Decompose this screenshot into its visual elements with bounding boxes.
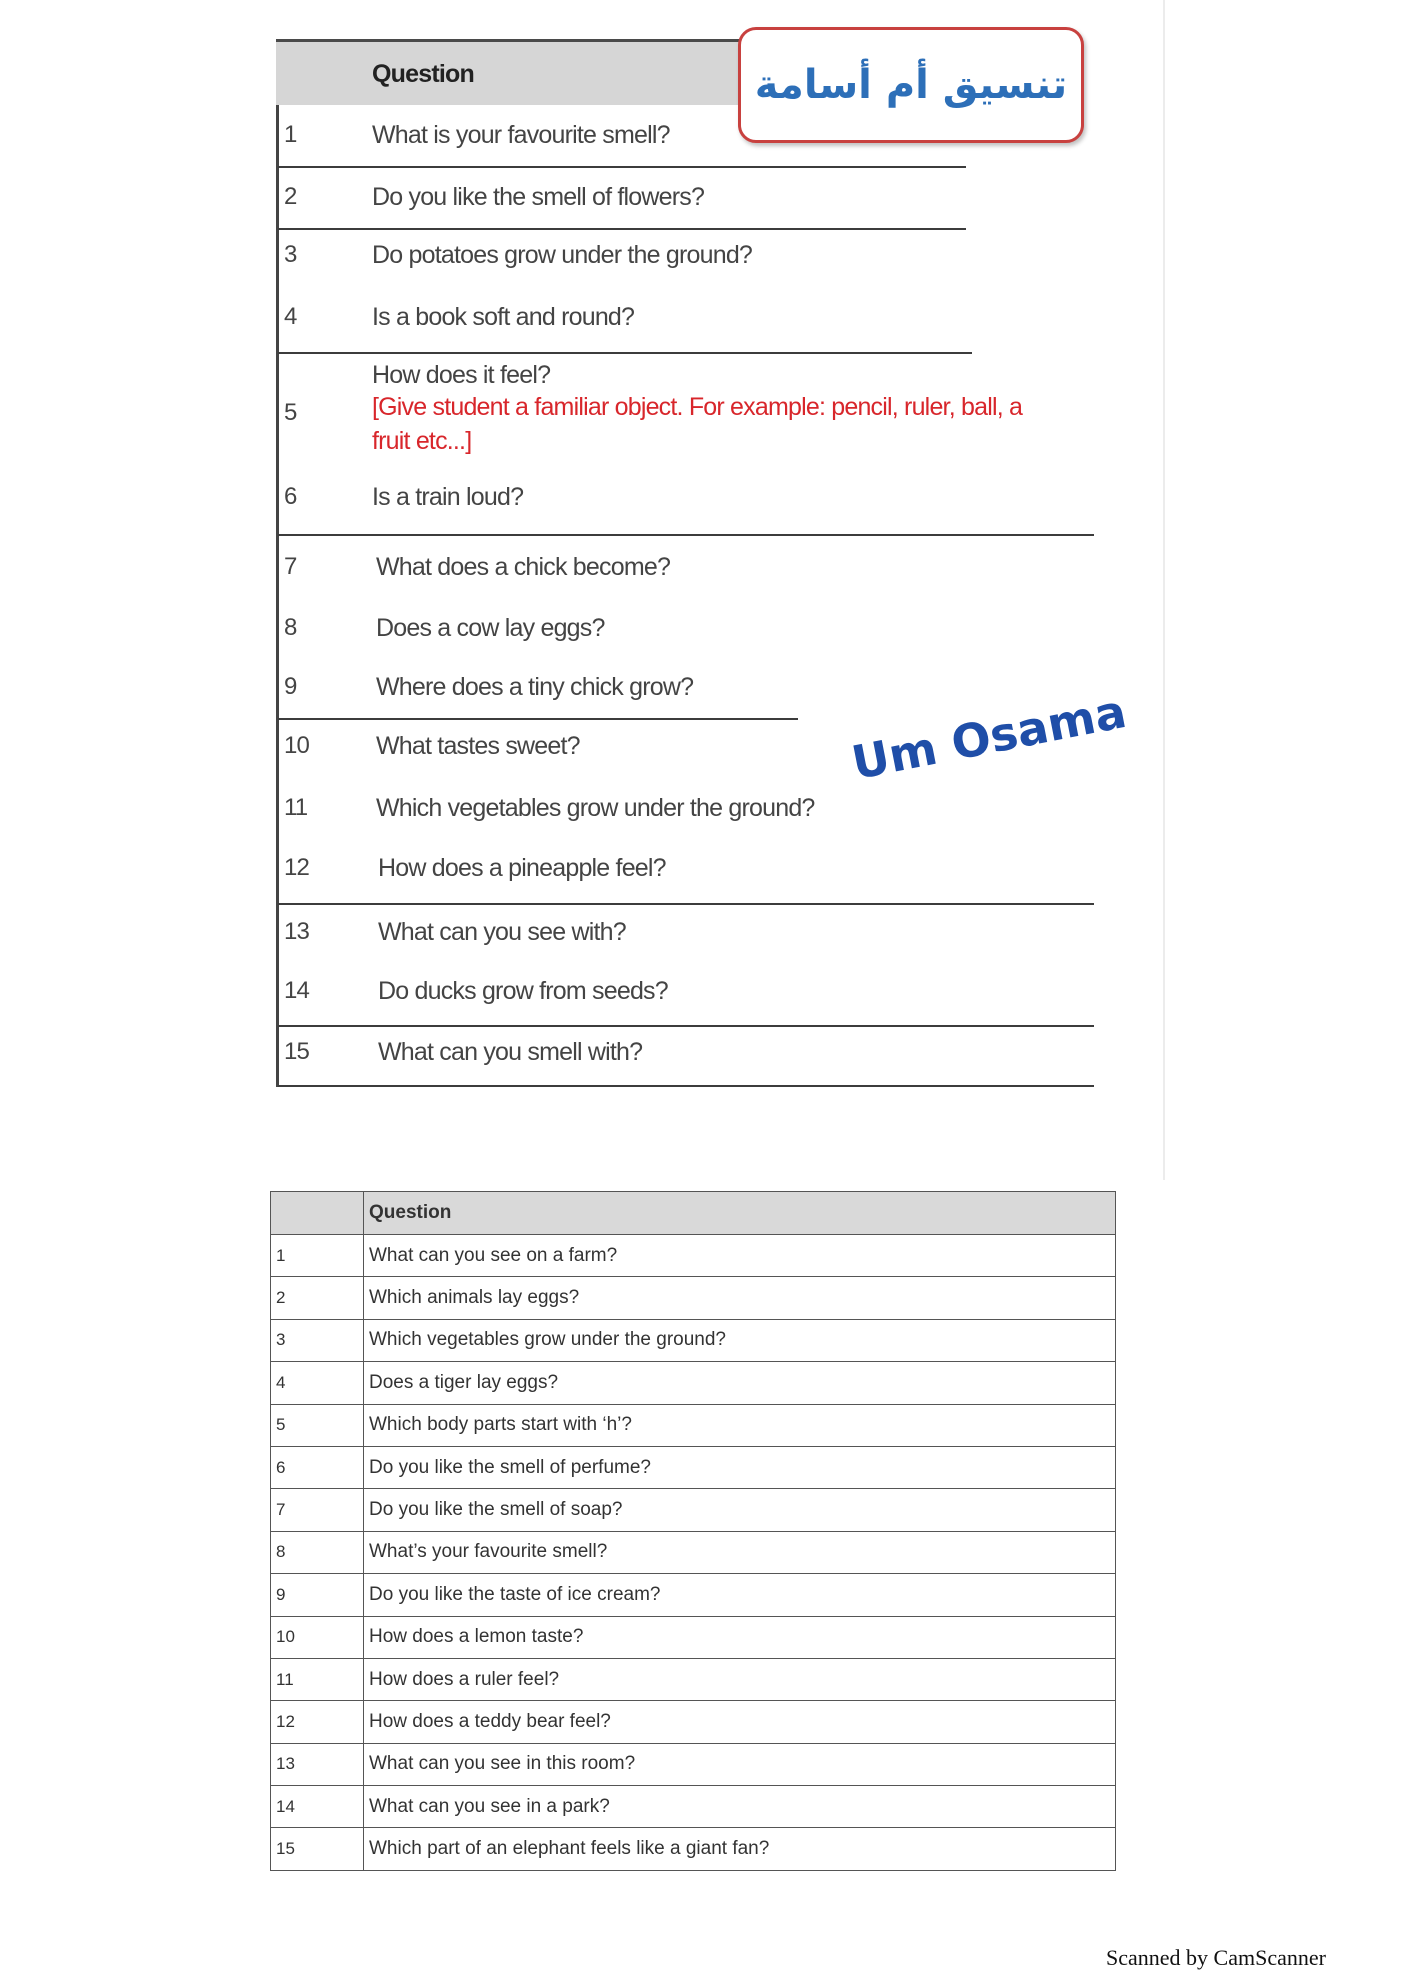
table-row	[271, 1574, 1116, 1616]
question-text: Do you like the smell of perfume?	[364, 1446, 1116, 1488]
table1-header	[276, 39, 746, 105]
row-number: 14	[284, 977, 310, 1004]
row-number: 6	[284, 483, 297, 510]
row-number: 15	[271, 1828, 364, 1870]
question-text: Does a cow lay eggs?	[376, 614, 605, 642]
table-row	[276, 842, 1096, 904]
question-text: What’s your favourite smell?	[364, 1531, 1116, 1573]
row-number: 9	[271, 1574, 364, 1616]
table-row	[271, 1743, 1116, 1785]
question-text: What is your favourite smell?	[372, 121, 670, 149]
table2-header-row	[271, 1192, 1116, 1235]
row-number: 7	[271, 1489, 364, 1531]
table1-rule	[278, 352, 972, 354]
table-row	[276, 1026, 1096, 1087]
table-row	[271, 1277, 1116, 1319]
question-text: Do you like the smell of flowers?	[372, 183, 705, 211]
question-text: Which animals lay eggs?	[364, 1277, 1116, 1319]
table1-rule	[278, 903, 1094, 905]
row-number: 3	[284, 241, 297, 268]
question-text: What can you see with?	[378, 918, 626, 946]
question-text: What can you see on a farm?	[364, 1235, 1116, 1277]
table-row	[276, 657, 1096, 718]
question-text: How does a teddy bear feel?	[364, 1701, 1116, 1743]
row-number: 12	[284, 854, 310, 881]
table-row	[276, 780, 1096, 842]
table-row	[276, 353, 1096, 471]
table-row	[271, 1658, 1116, 1700]
row-number: 7	[284, 553, 297, 580]
table-row	[276, 167, 1096, 229]
question-text: Do you like the smell of soap?	[364, 1489, 1116, 1531]
row-number: 11	[284, 794, 308, 821]
table-row	[271, 1616, 1116, 1658]
table1-header-label: Question	[372, 60, 474, 88]
table1-rule	[278, 228, 966, 230]
question-text: Which body parts start with ‘h’?	[364, 1404, 1116, 1446]
row-number: 4	[271, 1362, 364, 1404]
table-row	[276, 535, 1096, 596]
page-edge-line	[1163, 0, 1165, 1180]
question-text: How does a ruler feel?	[364, 1658, 1116, 1700]
question-text: What can you smell with?	[378, 1038, 643, 1066]
question-text: Does a tiger lay eggs?	[364, 1362, 1116, 1404]
row-number: 1	[284, 121, 297, 148]
row-number: 15	[284, 1038, 310, 1065]
row-number: 11	[271, 1658, 364, 1700]
table1-rule	[278, 1085, 1094, 1087]
table-row	[271, 1828, 1116, 1870]
table-row	[276, 471, 1096, 535]
question-text: Which vegetables grow under the ground?	[376, 794, 815, 822]
table-row	[276, 291, 1096, 353]
row-number: 8	[271, 1531, 364, 1573]
row-number: 13	[284, 918, 310, 945]
table1-rule	[278, 166, 966, 168]
row-number: 14	[271, 1786, 364, 1828]
row-number: 13	[271, 1743, 364, 1785]
table-row	[271, 1446, 1116, 1488]
arabic-stamp	[738, 27, 1084, 143]
row-number: 6	[271, 1446, 364, 1488]
table-row	[276, 229, 1096, 291]
row-number: 2	[271, 1277, 364, 1319]
table-row	[271, 1701, 1116, 1743]
question-text: Which vegetables grow under the ground?	[364, 1319, 1116, 1361]
um-osama-watermark: Um Osama	[847, 683, 1131, 791]
question-text: How does a lemon taste?	[364, 1616, 1116, 1658]
question-text: What tastes sweet?	[376, 732, 580, 760]
table-row	[271, 1319, 1116, 1361]
table1-rule	[278, 718, 798, 720]
question-text: What can you see in this room?	[364, 1743, 1116, 1785]
row-number: 1	[271, 1235, 364, 1277]
row-number: 9	[284, 673, 297, 700]
row-number: 5	[271, 1404, 364, 1446]
row-number: 12	[271, 1701, 364, 1743]
table-row	[276, 965, 1096, 1026]
table-row	[276, 904, 1096, 965]
question-text	[372, 361, 1052, 458]
teacher-note: [Give student a familiar object. For example: pencil, ruler, ball, a fruit etc...]	[372, 393, 1023, 455]
number-header-cell	[271, 1192, 364, 1235]
table-row	[271, 1362, 1116, 1404]
scanner-footer: Scanned by CamScanner	[1106, 1945, 1326, 1970]
table1-rule	[278, 534, 1094, 536]
question-text: Is a train loud?	[372, 483, 524, 511]
table-row	[271, 1531, 1116, 1573]
table-row	[271, 1404, 1116, 1446]
table-row	[271, 1489, 1116, 1531]
question-table-2	[270, 1191, 1116, 1871]
table1-rule	[278, 1025, 1094, 1027]
row-number: 10	[271, 1616, 364, 1658]
question-text: Where does a tiny chick grow?	[376, 673, 694, 701]
question-text: Do potatoes grow under the ground?	[372, 241, 753, 269]
question-header-cell: Question	[364, 1192, 1116, 1235]
question-text: Is a book soft and round?	[372, 303, 635, 331]
table-row	[271, 1235, 1116, 1277]
question-text: What does a chick become?	[376, 553, 671, 581]
row-number: 10	[284, 732, 310, 759]
question-text-main: How does it feel?	[372, 361, 551, 389]
question-text: Do ducks grow from seeds?	[378, 977, 668, 1005]
row-number: 2	[284, 183, 297, 210]
row-number: 8	[284, 614, 297, 641]
stamp-text: تنسيق أم أسامة	[754, 62, 1068, 108]
row-number: 3	[271, 1319, 364, 1361]
question-table-1	[276, 39, 1096, 1087]
question-text: How does a pineapple feel?	[378, 854, 666, 882]
question-text: Do you like the taste of ice cream?	[364, 1574, 1116, 1616]
row-number: 4	[284, 303, 297, 330]
question-text: What can you see in a park?	[364, 1786, 1116, 1828]
question-text: Which part of an elephant feels like a giant fan?	[364, 1828, 1116, 1870]
table-row	[271, 1786, 1116, 1828]
table-row	[276, 596, 1096, 657]
row-number: 5	[284, 399, 297, 426]
